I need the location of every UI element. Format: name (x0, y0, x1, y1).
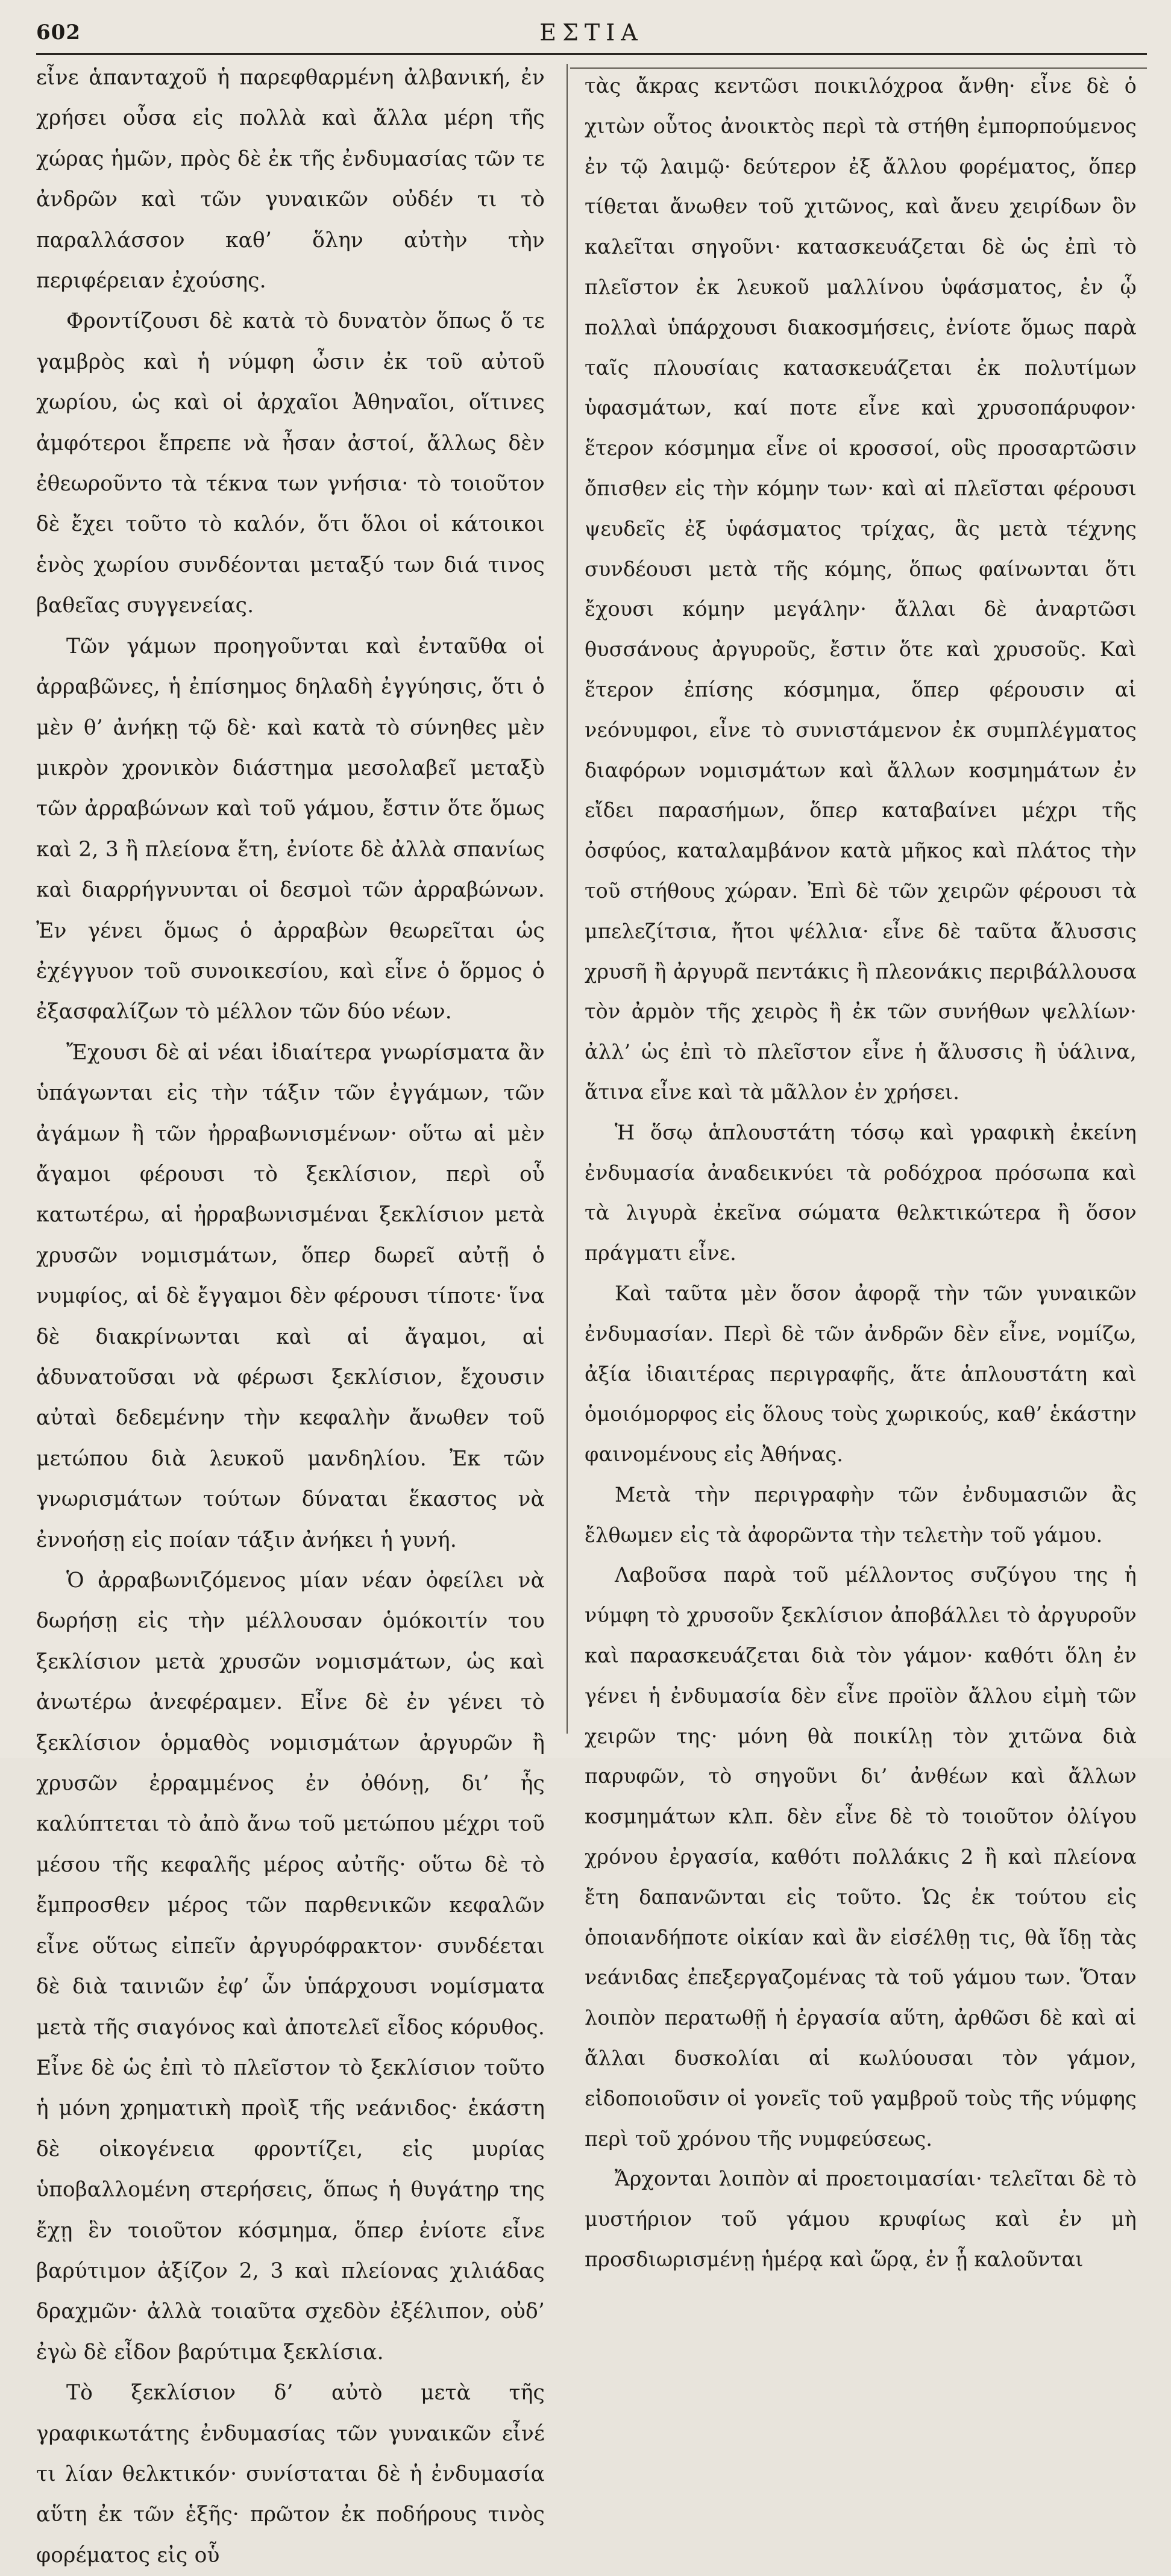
paragraph: Μετὰ τὴν περιγραφὴν τῶν ἐνδυμασιῶν ἂς ἔλθωμεν εἰς τὰ ἀφορῶντα τὴν τελετὴν τοῦ γάμου. (585, 1482, 1137, 1547)
paragraph: Ἔχουσι δὲ αἱ νέαι ἰδιαίτερα γνωρίσματα ἂν ὑπάγωνται εἰς τὴν τάξιν τῶν ἐγγάμων, τῶν ἀγάμων ἢ τῶν ἠρραβωνισμένων· οὕτω αἱ μὲν ἄγαμοι φέρουσι τὸ ξεκλίσιον, περὶ οὗ κατωτέρω, αἱ ἠρραβωνισμέναι ξεκλίσιον μετὰ χρυσῶν νομισμάτων, ὅπερ δωρεῖ αὐτῇ ὁ νυμφίος, αἱ δὲ ἔγγαμοι δὲν φέρουσι τίποτε· ἵνα δὲ διακρίνωνται καὶ αἱ ἄγαμοι, αἱ ἀδυνατοῦσαι νὰ φέρωσι ξεκλίσιον, ἔχουσιν αὐταὶ δεδεμένην τὴν κεφαλὴν ἄνωθεν τοῦ μετώπου διὰ λευκοῦ μανδηλίου. Ἐκ τῶν γνωρισμάτων τούτων δύναται ἕκαστος νὰ ἐννοήσῃ εἰς ποίαν τάξιν ἀνήκει ἡ γυνή. (36, 1040, 545, 1552)
paragraph: Καὶ ταῦτα μὲν ὅσον ἀφορᾷ τὴν τῶν γυναικῶν ἐνδυμασίαν. Περὶ δὲ τῶν ἀνδρῶν δὲν εἶνε, νομίζω, ἀξία ἰδιαιτέρας περιγραφῆς, ἅτε ἁπλουστάτη καὶ ὁμοιόμορφος εἰς ὅλους τοὺς χωρικούς, καθ’ ἑκάστην φαινομένους εἰς Ἀθήνας. (585, 1281, 1137, 1467)
page-number: 602 (36, 20, 81, 45)
left-column (36, 58, 560, 2568)
paragraph: Ἄρχονται λοιπὸν αἱ προετοιμασίαι· τελεῖται δὲ τὸ μυστήριον τοῦ γάμου κρυφίως καὶ ἐν μὴ προσδιωρισμένῃ ἡμέρᾳ καὶ ὥρᾳ, ἐν ᾗ καλοῦνται (585, 2167, 1137, 2272)
paragraph: Φροντίζουσι δὲ κατὰ τὸ δυνατὸν ὅπως ὅ τε γαμβρὸς καὶ ἡ νύμφη ὦσιν ἐκ τοῦ αὐτοῦ χωρίου, ὡς καὶ οἱ ἀρχαῖοι Ἀθηναῖοι, οἵτινες ἀμφότεροι ἔπρεπε νὰ ἦσαν ἀστοί, ἄλλως δὲν ἐθεωροῦντο τὰ τέκνα των γνήσια· τὸ τοιοῦτον δὲ ἔχει τοῦτο τὸ καλόν, ὅτι ὅλοι οἱ κάτοικοι ἑνὸς χωρίου συνδέονται μεταξύ των διά τινος βαθεῖας συγγενείας. (36, 309, 545, 618)
paragraph: τὰς ἄκρας κεντῶσι ποικιλόχροα ἄνθη· εἶνε δὲ ὁ χιτὼν οὗτος ἀνοικτὸς περὶ τὰ στήθη ἐμπορπούμενος ἐν τῷ λαιμῷ· δεύτερον ἐξ ἄλλου φορέματος, ὅπερ τίθεται ἄνωθεν τοῦ χιτῶνος, καὶ ἄνευ χειρίδων ὃν καλεῖται σηγοῦνι· κατασκευάζεται δὲ ὡς ἐπὶ τὸ πλεῖστον ἐκ λευκοῦ μαλλίνου ὑφάσματος, ἐν ᾧ πολλαὶ ὑπάρχουσι διακοσμήσεις, ἐνίοτε ὅμως παρὰ ταῖς πλουσίαις κατασκευάζεται ἐκ πολυτίμων ὑφασμάτων, καί ποτε εἶνε καὶ χρυσοπάρυφον· ἕτερον κόσμημα εἶνε οἱ κροσσοί, οὓς προσαρτῶσιν ὄπισθεν εἰς τὴν κόμην των· καὶ αἱ πλεῖσται φέρουσι ψευδεῖς ἐξ ὑφάσματος τρίχας, ἃς μετὰ τέχνης συνδέουσι μετὰ τῆς κόμης, ὅπως φαίνωνται ὅτι ἔχουσι κόμην μεγάλην· ἄλλαι δὲ ἀναρτῶσι θυσσάνους ἀργυροῦς, ἔστιν ὅτε καὶ χρυσοῦς. Καὶ ἕτερον ἐπίσης κόσμημα, ὅπερ φέρουσιν αἱ νεόνυμφοι, εἶνε τὸ συνιστάμενον ἐκ συμπλέγματος διαφόρων νομισμάτων καὶ ἄλλων κοσμημάτων ἐν εἴδει παρασήμων, ὅπερ καταβαίνει μέχρι τῆς ὀσφύος, καταλαμβάνον κατὰ μῆκος καὶ πλάτος τὴν τοῦ στήθους χώραν. Ἐπὶ δὲ τῶν χειρῶν φέρουσι τὰ μπελεζίτσια, ἤτοι ψέλλια· εἶνε δὲ ταῦτα ἄλυσσις χρυσῆ ἢ ἀργυρᾶ πεντάκις ἢ πλεονάκις περιβάλλουσα τὸν ἀρμὸν τῆς χειρὸς ἢ ἐκ τῶν συνήθων ψελλίων· ἀλλ’ ὡς ἐπὶ τὸ πλεῖστον εἶνε ἡ ἄλυσσις ἢ ὑάλινα, ἅτινα εἶνε καὶ τὰ μᾶλλον ἐν χρήσει. (585, 74, 1137, 1104)
page-header (36, 17, 1147, 51)
paragraph: Τῶν γάμων προηγοῦνται καὶ ἐνταῦθα οἱ ἀρραβῶνες, ἡ ἐπίσημος δηλαδὴ ἐγγύησις, ὅτι ὁ μὲν θ’ ἀνήκῃ τῷ δὲ· καὶ κατὰ τὸ σύνηθες μὲν μικρὸν χρονικὸν διάστημα μεσολαβεῖ μεταξὺ τῶν ἀρραβώνων καὶ τοῦ γάμου, ἔστιν ὅτε ὅμως καὶ 2, 3 ἢ πλείονα ἔτη, ἐνίοτε δὲ ἀλλὰ σπανίως καὶ διαρρήγνυνται οἱ δεσμοὶ τῶν ἀρραβώνων. Ἐν γένει ὅμως ὁ ἀρραβὼν θεωρεῖται ὡς ἐχέγγυον τοῦ συνοικεσίου, καὶ εἶνε ὁ ὅρμος ὁ ἐξασφαλίζων τὸ μέλλον τῶν δύο νέων. (36, 634, 545, 1024)
journal-title: ΕΣΤΙΑ (539, 19, 644, 46)
right-column (570, 58, 1137, 2272)
paragraph: Τὸ ξεκλίσιον δ’ αὐτὸ μετὰ τῆς γραφικωτάτης ἐνδυμασίας τῶν γυναικῶν εἶνέ τι λίαν θελκτικόν· συνίσταται δὲ ἡ ἐνδυμασία αὕτη ἐκ τῶν ἑξῆς· πρῶτον ἐκ ποδήρους τινὸς φορέματος εἰς οὗ (36, 2381, 545, 2568)
column-divider (567, 64, 568, 1734)
paragraph: Ἡ ὅσῳ ἁπλουστάτη τόσῳ καὶ γραφικὴ ἐκείνη ἐνδυμασία ἀναδεικνύει τὰ ροδόχροα πρόσωπα καὶ τὰ λιγυρὰ ἐκεῖνα σώματα θελκτικώτερα ἢ ὅσον πράγματι εἶνε. (585, 1120, 1137, 1265)
header-rule (36, 53, 1147, 55)
paragraph: εἶνε ἁπανταχοῦ ἡ παρεφθαρμένη ἀλβανική, ἐν χρήσει οὖσα εἰς πολλὰ καὶ ἄλλα μέρη τῆς χώρας ἡμῶν, πρὸς δὲ ἐκ τῆς ἐνδυμασίας τῶν τε ἀνδρῶν καὶ τῶν γυναικῶν οὐδέν τι τὸ παραλλάσσον καθ’ ὅλην αὐτὴν τὴν περιφέρειαν ἐχούσης. (36, 66, 545, 293)
paragraph: Ὁ ἀρραβωνιζόμενος μίαν νέαν ὀφείλει νὰ δωρήσῃ εἰς τὴν μέλλουσαν ὁμόκοιτίν του ξεκλίσιον μετὰ χρυσῶν νομισμάτων, ὡς καὶ ἀνωτέρω ἀνεφέραμεν. Εἶνε δὲ ἐν γένει τὸ ξεκλίσιον ὁρμαθὸς νομισμάτων ἀργυρῶν ἢ χρυσῶν ἐρραμμένος ἐν ὀθόνῃ, δι’ ἧς καλύπτεται τὸ ἀπὸ ἄνω τοῦ μετώπου μέχρι τοῦ μέσου τῆς κεφαλῆς μέρος αὐτῆς· οὕτω δὲ τὸ ἔμπροσθεν μέρος τῶν παρθενικῶν κεφαλῶν εἶνε οὕτως εἰπεῖν ἀργυρόφρακτον· συνδέεται δὲ διὰ ταινιῶν ἐφ’ ὧν ὑπάρχουσι νομίσματα μετὰ τῆς σιαγόνος καὶ ἀποτελεῖ εἶδος κόρυθος. Εἶνε δὲ ὡς ἐπὶ τὸ πλεῖστον τὸ ξεκλίσιον τοῦτο ἡ μόνη χρηματικὴ προὶξ τῆς νεάνιδος· ἑκάστη δὲ οἰκογένεια φροντίζει, εἰς μυρίας ὑποβαλλομένη στερήσεις, ὅπως ἡ θυγάτηρ της ἔχῃ ἓν τοιοῦτον κόσμημα, ὅπερ ἐνίοτε εἶνε βαρύτιμον ἀξίζον 2, 3 καὶ πλείονας χιλιάδας δραχμῶν· ἀλλὰ τοιαῦτα σχεδὸν ἐξέλιπον, οὐδ’ ἐγὼ δὲ εἶδον βαρύτιμα ξεκλίσια. (36, 1568, 545, 2364)
paragraph: Λαβοῦσα παρὰ τοῦ μέλλοντος συζύγου της ἡ νύμφη τὸ χρυσοῦν ξεκλίσιον ἀποβάλλει τὸ ἀργυροῦν καὶ παρασκευάζεται διὰ τὸν γάμον· καθότι ὅλη ἐν γένει ἡ ἐνδυμασία δὲν εἶνε προϊὸν ἄλλου εἰμὴ τῶν χειρῶν της· μόνη θὰ ποικίλῃ τὸν χιτῶνα διὰ παρυφῶν, τὸ σηγοῦνι δι’ ἀνθέων καὶ ἄλλων κοσμημάτων κλπ. δὲν εἶνε δὲ τὸ τοιοῦτον ὀλίγου χρόνου ἐργασία, καθότι πολλάκις 2 ἢ καὶ πλείονα ἔτη δαπανῶνται εἰς τοῦτο. Ὡς ἐκ τούτου εἰς ὁποιανδήποτε οἰκίαν καὶ ἂν εἰσέλθῃ τις, θὰ ἴδῃ τὰς νεάνιδας ἐπεξεργαζομένας τὰ τοῦ γάμου των. Ὅταν λοιπὸν περατωθῇ ἡ ἐργασία αὕτη, ἀρθῶσι δὲ καὶ αἱ ἄλλαι δυσκολίαι αἱ κωλύουσαι τὸν γάμον, εἰδοποιοῦσιν οἱ γονεῖς τοῦ γαμβροῦ τοὺς τῆς νύμφης περὶ τοῦ χρόνου τῆς νυμφεύσεως. (585, 1563, 1137, 2151)
